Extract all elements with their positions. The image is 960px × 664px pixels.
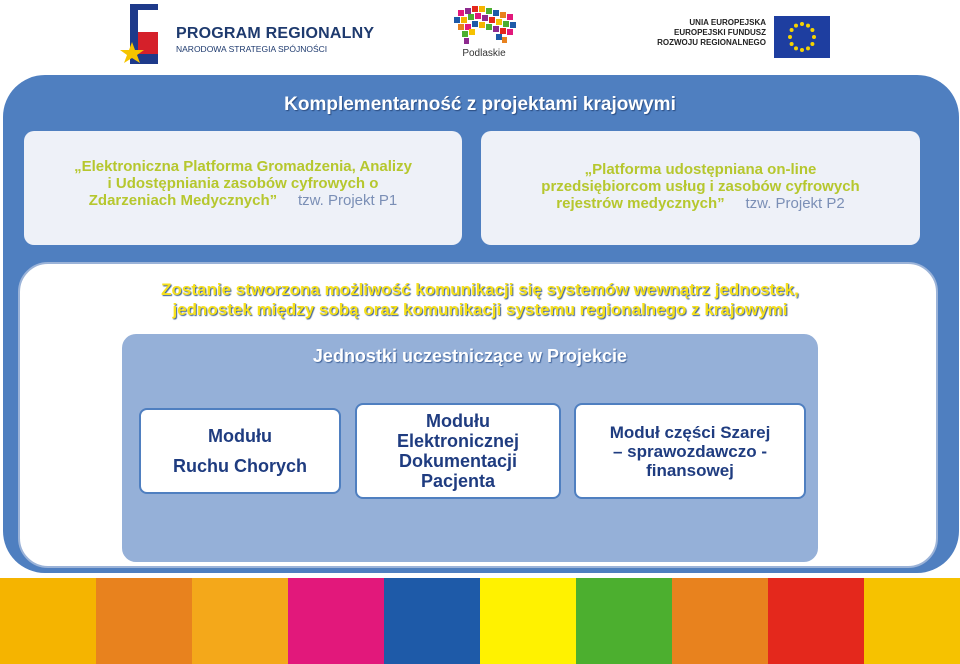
color-stripe bbox=[480, 578, 576, 664]
participants-title: Jednostki uczestniczące w Projekcie bbox=[312, 346, 628, 366]
star-flag-icon bbox=[118, 2, 172, 68]
color-stripe bbox=[192, 578, 288, 664]
eu-flag-icon bbox=[774, 16, 830, 58]
project-p1-suffix: tzw. Projekt P1 bbox=[298, 192, 398, 209]
color-stripe bbox=[768, 578, 864, 664]
eu-text: UNIA EUROPEJSKA EUROPEJSKI FUNDUSZ ROZWOJU REGIONALNEGO bbox=[657, 18, 766, 47]
module-czesc-szara: Moduł części Szarej – sprawozdawczo - finansowej bbox=[574, 403, 806, 499]
module-ruch-chorych: Modułu Ruchu Chorych bbox=[139, 408, 341, 494]
bison-mosaic-icon bbox=[436, 4, 532, 48]
color-stripe bbox=[576, 578, 672, 664]
podlaskie-label: Podlaskie bbox=[462, 48, 506, 59]
program-regionalny-logo bbox=[118, 2, 375, 68]
color-stripe bbox=[672, 578, 768, 664]
program-subtitle: NARODOWA STRATEGIA SPÓJNOŚCI bbox=[176, 44, 328, 54]
eu-logo bbox=[650, 14, 830, 60]
color-stripe bbox=[864, 578, 960, 664]
page-title: Komplementarność z projektami krajowymi bbox=[284, 94, 676, 115]
module-dokumentacja-pacjenta: Modułu Elektronicznej Dokumentacji Pacjenta bbox=[355, 403, 561, 499]
color-stripe bbox=[384, 578, 480, 664]
statement-text: Zostanie stworzona możliwość komunikacji się systemów wewnątrz jednostek, jednostek między sobą oraz komunikacji systemu regionalnego z krajowymi bbox=[161, 280, 799, 319]
project-p2-box: „Platforma udostępniana on-line przedsiębiorcom usług i zasobów cyfrowych rejestrów medycznych” tzw. Projekt P2 bbox=[481, 131, 920, 245]
project-p1-box: „Elektroniczna Platforma Gromadzenia, Analizy i Udostępniania zasobów cyfrowych o Zdarzeniach Medycznych” tzw. Projekt P1 bbox=[24, 131, 462, 245]
color-stripe bbox=[288, 578, 384, 664]
project-p2-suffix: tzw. Projekt P2 bbox=[745, 195, 845, 212]
color-stripe bbox=[0, 578, 96, 664]
color-stripe bbox=[96, 578, 192, 664]
program-title: PROGRAM REGIONALNY bbox=[176, 25, 375, 42]
podlaskie-logo bbox=[436, 4, 532, 66]
color-stripes bbox=[0, 578, 960, 664]
